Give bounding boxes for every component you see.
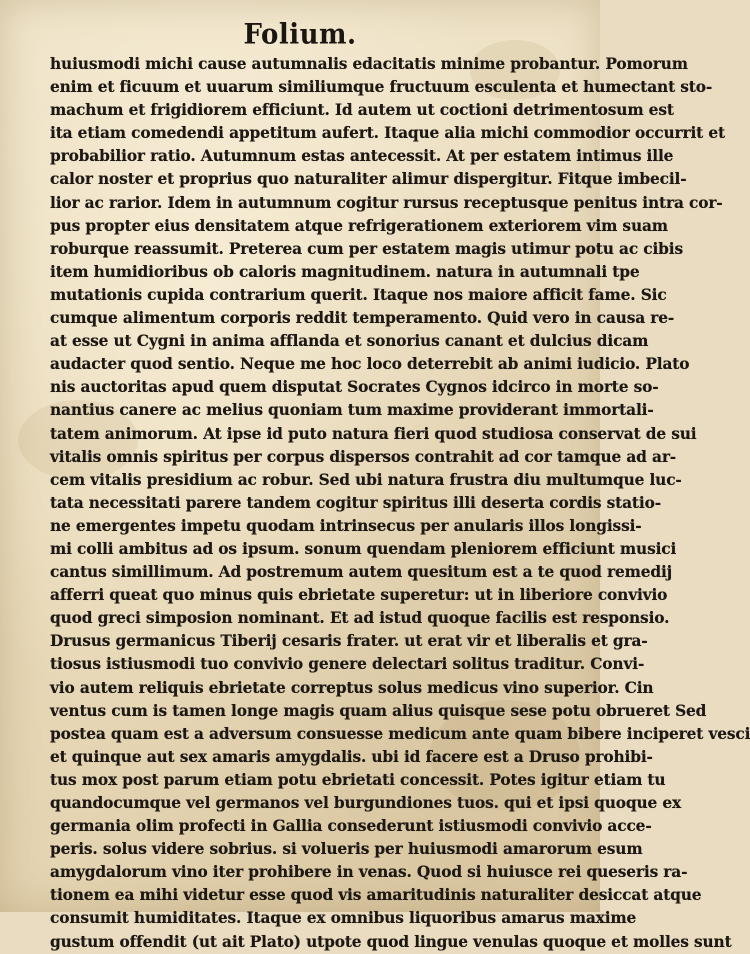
text-line: audacter quod sentio. Neque me hoc loco deterrebit ab animi iudicio. Plato [50,355,690,374]
folio-title: Folium. [243,18,357,52]
text-line: at esse ut Cygni in anima afflanda et sonorius canant et dulcius dicam [50,332,649,351]
text-line: vitalis omnis spiritus per corpus dispersos contrahit ad cor tamque ad ar- [50,447,677,466]
text-line: peris. solus videre sobrius. si volueris per huiusmodi amarorum esum [50,840,643,859]
text-line: tatem animorum. At ipse id puto natura fieri quod studiosa conservat de sui [50,424,697,443]
text-line: tionem ea mihi videtur esse quod vis amaritudinis naturaliter desiccat atque [50,886,702,905]
text-line: cumque alimentum corporis reddit temperamento. Quid vero in causa re- [50,309,675,328]
text-line: tata necessitati parere tandem cogitur spiritus illi deserta cordis statio- [50,493,661,512]
text-line: pus propter eius densitatem atque refrigerationem exteriorem vim suam [50,216,668,235]
text-line: ventus cum is tamen longe magis quam alius quisque sese potu obrueret Sed [50,701,707,720]
text-line: Drusus germanicus Tiberij cesaris frater. ut erat vir et liberalis et gra- [50,632,648,651]
text-line: quod greci simposion nominant. Et ad istud quoque facilis est responsio. [50,609,670,628]
text-line: roburque reassumit. Preterea cum per estatem magis utimur potu ac cibis [50,239,683,258]
text-line: mi colli ambitus ad os ipsum. sonum quendam pleniorem efficiunt musici [50,539,677,558]
text-line: probabilior ratio. Autumnum estas antecessit. At per estatem intimus ille [50,147,674,166]
text-line: item humidioribus ob caloris magnitudinem. natura in autumnali tpe [50,262,640,281]
text-line: enim et ficuum et uuarum similiumque fructuum esculenta et humectant sto- [50,78,713,97]
text-line: ne emergentes impetu quodam intrinsecus per anularis illos longissi- [50,516,642,535]
text-line: lior ac rarior. Idem in autumnum cogitur rursus receptusque penitus intra cor- [50,193,723,212]
text-line: et quinque aut sex amaris amygdalis. ubi id facere est a Druso prohibi- [50,747,653,766]
text-line: tiosus istiusmodi tuo convivio genere delectari solitus traditur. Convi- [50,655,645,674]
text-line: cantus simillimum. Ad postremum autem quesitum est a te quod remedij [50,563,673,582]
text-line: consumit humiditates. Itaque ex omnibus liquoribus amarus maxime [50,909,637,928]
text-line: nantius canere ac melius quoniam tum maxime providerant immortali- [50,401,654,420]
text-line: huiusmodi michi cause autumnalis edacitatis minime probantur. Pomorum [50,55,688,73]
text-line: amygdalorum vino iter prohibere in venas. Quod si huiusce rei queseris ra- [50,863,688,882]
text-line: calor noster et proprius quo naturaliter alimur dispergitur. Fitque imbecil- [50,170,687,189]
text-line: gustum offendit (ut ait Plato) utpote quod lingue venulas quoque et molles sunt [50,932,732,951]
page-header [0,20,600,50]
text-line: postea quam est a adversum consuesse medicum ante quam bibere inciperet vesci [50,724,750,743]
text-line: tus mox post parum etiam potu ebrietati concessit. Potes igitur etiam tu [50,770,666,789]
text-block [50,53,750,954]
text-line: afferri queat quo minus quis ebrietate superetur: ut in liberiore convivio [50,586,668,605]
text-line: machum et frigidiorem efficiunt. Id autem ut coctioni detrimentosum est [50,101,674,120]
text-line: cem vitalis presidium ac robur. Sed ubi natura frustra diu multumque luc- [50,470,682,489]
text-line: ita etiam comedendi appetitum aufert. Itaque alia michi commodior occurrit et [50,124,725,143]
text-line: mutationis cupida contrarium querit. Itaque nos maiore afficit fame. Sic [50,285,667,304]
text-line: germania olim profecti in Gallia consederunt istiusmodi convivio acce- [50,817,652,836]
text-line: vio autem reliquis ebrietate correptus solus medicus vino superior. Cin [50,678,654,697]
text-line: nis auctoritas apud quem disputat Socrates Cygnos idcirco in morte so- [50,378,659,397]
text-line: quandocumque vel germanos vel burgundiones tuos. qui et ipsi quoque ex [50,794,682,812]
